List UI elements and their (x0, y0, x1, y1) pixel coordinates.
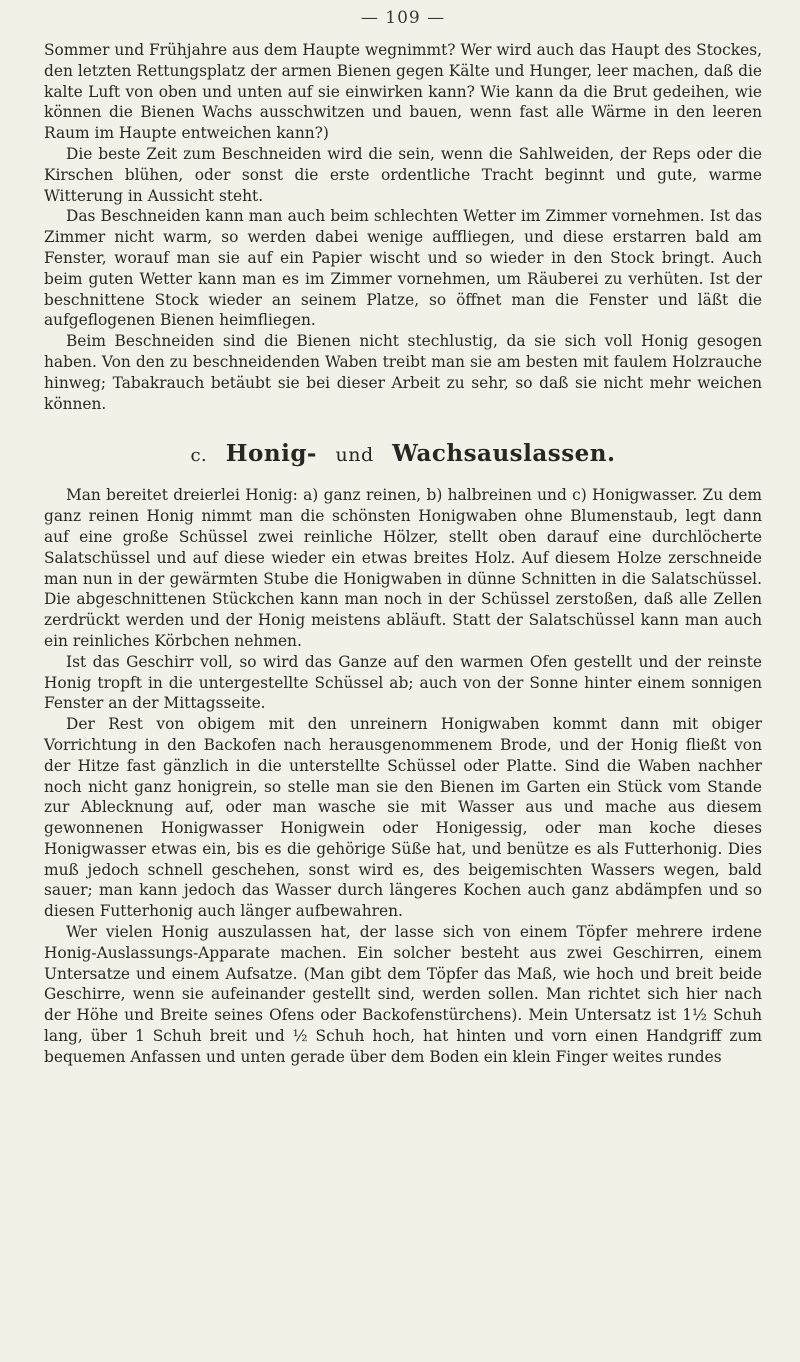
section-label: c. (190, 445, 208, 467)
paragraph-indoor-cutting: Das Beschneiden kann man auch beim schlechten Wetter im Zimmer vornehmen. Ist das Zimmer nicht warm, so werden dabei wenige auffliegen, und diese erstarren bald am Fenster, worauf man sie auf ein Papier wischt und so wieder in den Stock bringt. Auch beim guten Wetter kann man es im Zimmer vornehmen, um Räuberei zu verhüten. Ist der beschnittene Stock wieder an seinem Platze, so öffnet man die Fenster und läßt die aufgeflogenen Bienen heimfliegen. (44, 207, 762, 330)
paragraph-apparatus: Wer vielen Honig auszulassen hat, der lasse sich von einem Töpfer mehrere irdene Honig-Auslassungs-Apparate machen. Ein solcher besteht aus zwei Geschirren, einem Untersatze und einem Aufsatze. (Man gibt dem Töpfer das Maß, wie hoch und breit beide Geschirre, wenn sie aufeinander gestellt sind, werden sollen. Man richtet sich hier nach der Höhe und Breite seines Ofens oder Backofenstürchens). Mein Untersatz ist 1½ Schuh lang, über 1 Schuh breit und ½ Schuh hoch, hat hinten und vorn einen Handgriff zum bequemen Anfassen und unten gerade über dem Boden ein klein Finger weites rundes (44, 923, 762, 1066)
paragraph-smoke: Beim Beschneiden sind die Bienen nicht stechlustig, da sie sich voll Honig gesogen haben. Von den zu beschneidenden Waben treibt man sie am besten mit faulem Holzrauche hinweg; Tabakrauch betäubt sie bei dieser Arbeit zu sehr, so daß sie nicht mehr weichen können. (44, 332, 762, 413)
paragraph-honey-types: Man bereitet dreierlei Honig: a) ganz reinen, b) halbreinen und c) Honigwasser. Zu dem ganz reinen Honig nimmt man die schönsten Honigwaben ohne Blumenstaub, legt dann auf eine große Schüssel zwei reinliche Hölzer, stellt oben darauf eine durchlöcherte Salatschüssel und auf diese wieder ein etwas breites Holz. Auf diesem Holze zerschneide man nun in der gewärmten Stube die Honigwaben in dünne Schnitten in die Salatschüssel. Die abgeschnittenen Stückchen kann man noch in der Schüssel zerstoßen, daß alle Zellen zerdrückt werden und der Honig meistens abläuft. Statt der Salatschüssel kann man auch ein reinliches Körbchen nehmen. (44, 486, 762, 650)
paragraph-best-time: Die beste Zeit zum Beschneiden wird die sein, wenn die Sahlweiden, der Reps oder die Kirschen blühen, oder sonst die erste ordentliche Tracht beginnt und gute, warme Witterung in Aussicht steht. (44, 144, 762, 205)
book-page (44, 0, 762, 1362)
section-title-word-3: Wachsauslassen. (392, 440, 616, 468)
section-heading (44, 440, 762, 467)
page-body (44, 40, 762, 1068)
page-number: — 109 — (360, 8, 446, 28)
paragraph-remainder: Der Rest von obigem mit den unreinern Honigwaben kommt dann mit obiger Vorrichtung in den Backofen nach herausgenommenem Brode, und der Honig fließt von der Hitze fast gänzlich in die unterstellte Schüssel oder Platte. Sind die Waben nachher noch nicht ganz honigrein, so stelle man sie den Bienen im Garten ein Stück vom Stande zur Ablecknung auf, oder man wasche sie mit Wasser aus und mache aus diesem gewonnenen Honigwasser Honigwein oder Honigessig, oder man koche dieses Honigwasser etwas ein, bis es die gehörige Süße hat, und benütze es als Futterhonig. Dies muß jedoch schnell geschehen, sonst wird es, des beigemischten Wassers wegen, bald sauer; man kann jedoch das Wasser durch längeres Kochen auch ganz abdämpfen und so diesen Futterhonig auch länger aufbewahren. (44, 715, 762, 921)
section-title-word-1: Honig- (225, 440, 317, 468)
paragraph-continuation: Sommer und Frühjahre aus dem Haupte wegnimmt? Wer wird auch das Haupt des Stockes, den letzten Rettungsplatz der armen Bienen gegen Kälte und Hunger, leer machen, daß die kalte Luft von oben und unten auf sie einwirken kann? Wie kann da die Brut gedeihen, wie können die Bienen Wachs ausschwitzen und bauen, wenn fast alle Wärme in den leeren Raum im Haupte entweichen kann?) (44, 41, 762, 143)
paragraph-oven: Ist das Geschirr voll, so wird das Ganze auf den warmen Ofen gestellt und der reinste Honig tropft in die untergestellte Schüssel ab; auch von der Sonne hinter einem sonnigen Fenster an der Mittagsseite. (44, 652, 762, 713)
section-title-word-2: und (335, 444, 374, 467)
